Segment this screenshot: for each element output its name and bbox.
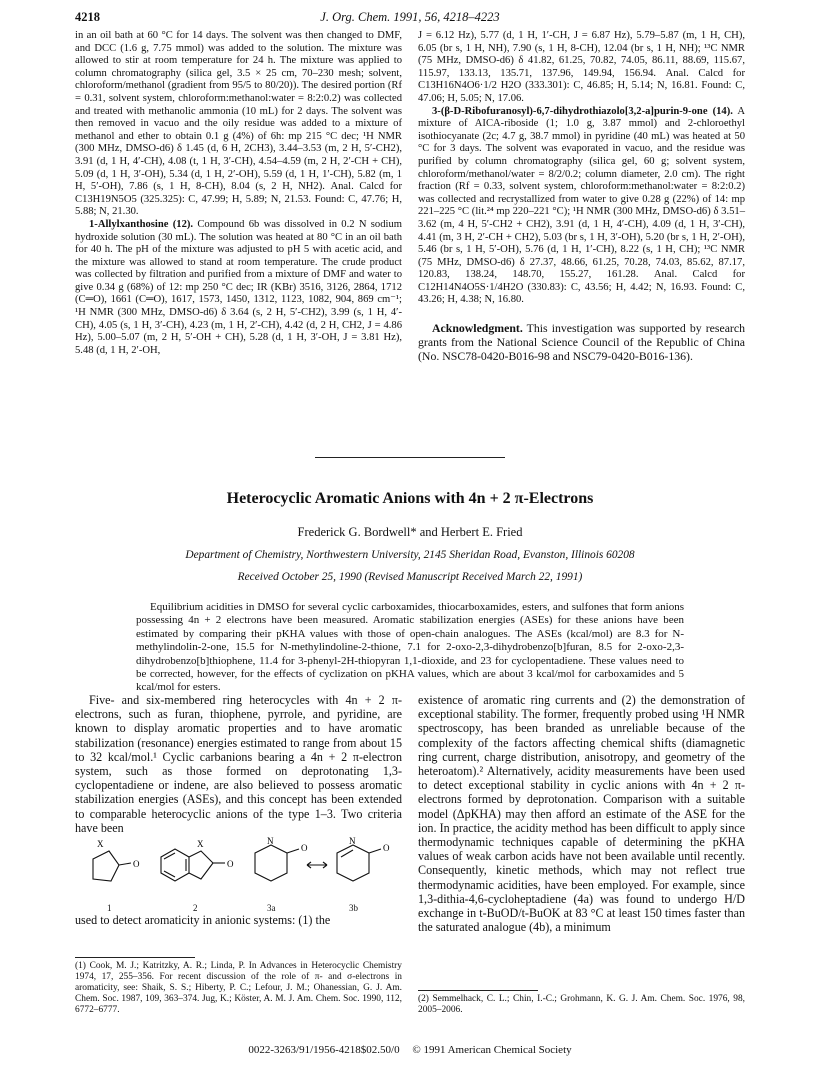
footnote-rule <box>418 990 538 991</box>
article-affiliation: Department of Chemistry, Northwestern University, 2145 Sheridan Road, Evanston, Illinois 60208 <box>185 549 635 561</box>
page-footer <box>75 1044 745 1056</box>
exocyclic-bond <box>119 863 131 865</box>
body-right-column <box>418 693 745 934</box>
paragraph <box>75 219 402 358</box>
article-code: 0022-3263/91/1956-4218$02.50/0 <box>248 1044 400 1056</box>
five-membered-ring <box>93 851 119 881</box>
structure-label: 3a <box>267 903 276 914</box>
structure-label: 3b <box>349 903 358 914</box>
six-membered-ring <box>255 845 287 881</box>
atom-label: N <box>267 837 274 847</box>
paragraph: Five- and six-membered ring heterocycles with 4n + 2 π-electrons, such as furan, thiophene, pyrrole, and pyridine, are known to display aromatic properties and to have aromatic stabilization (resonance) energies estimated to range from about 15 to 32 kcal/mol.¹ Cyclic carbanions bearing a 4n + 2 π-electron system, such as those formed on deprotonating 1,3-cyclopentadiene or indene, are also believed to possess aromatic stabilization energies (ASEs), and this concept has been extended to comparable heterocyclic anions of the type 1–3. Two criteria have been <box>75 693 402 835</box>
benzene-ring <box>161 849 189 881</box>
paragraph: J = 6.12 Hz), 5.77 (d, 1 H, 1′-CH, J = 6.87 Hz), 5.79–5.87 (m, 1 H, CH), 6.05 (br s, 1 H, NH), 7.90 (s, 1 H, 8-CH), 12.04 (br s, 1 H, NH); ¹³C NMR (75 MHz, DMSO-d6) δ 41.82, 61.25, 70.82, 74.05, 86.11, 88.69, 115.67, 115.97, 133.13, 135.71, 137.96, 149.94, 156.94. Anal. Calcd for C13H16N4O6·1/2 H2O (333.301): C, 46.85; H, 5.14; N, 16.81. Found: C, 47.06; H, 5.05; N, 17.06. <box>418 30 745 104</box>
article-title: Heterocyclic Aromatic Anions with 4n + 2 π-Electrons <box>226 490 594 507</box>
acknowledgment-text: This investigation was supported by research grants from the National Science Council of the Republic of China (No. NSC78-0420-B016-98 and NSC79-0420-B016-136). <box>418 321 745 364</box>
received-date: Received October 25, 1990 (Revised Manuscript Received March 22, 1991) <box>237 571 583 583</box>
ring-double-bond <box>341 850 353 857</box>
aromatic-bonds <box>164 853 186 877</box>
exocyclic-bond <box>287 849 299 853</box>
structure-label: 2 <box>193 903 198 914</box>
atom-label: O <box>133 859 140 870</box>
paragraph <box>418 106 745 308</box>
article-authors: Frederick G. Bordwell* and Herbert E. Fried <box>297 525 523 539</box>
footnote-2: (2) Semmelhack, C. L.; Chin, I.-C.; Grohmann, K. G. J. Am. Chem. Soc. 1976, 98, 2005–2006. <box>418 994 745 1015</box>
fused-five-ring <box>189 851 213 879</box>
section-divider <box>315 457 505 458</box>
atom-label: N <box>349 837 356 847</box>
abstract: Equilibrium acidities in DMSO for several cyclic carboxamides, thiocarboxamides, esters, and sulfones that form anions possessing 4n + 2 electrons have been measured. Aromatic stabilization energies (ASEs) for these anions have been estimated by comparing their pKHA values with those of open-chain analogues. The ASEs (kcal/mol) are 8.3 for N-methylindolin-2-one, 15.5 for N-methylindoline-2-thione, 7.1 for 2-oxo-2,3-dihydrobenzo[b]furan, 8.5 for 2-oxo-2,3-dihydrobenzo[b]thiophene, 11.4 for 3-phenyl-2H-thiopyran 1,1-dioxide, and 23 for cyclopentadiene. These values need to be corrected, however, for the effects of cyclization on pKHA values, which are about 3 kcal/mol for carboxamides and 5 kcal/mol for esters. <box>136 601 684 694</box>
running-header <box>75 10 745 28</box>
atom-label: O <box>301 843 308 854</box>
paragraph-text: Compound 6b was dissolved in 0.2 N sodium hydroxide solution (30 mL). The solution was heated at 80 °C in an oil bath for 40 h. The pH of the mixture was adjusted to pH 5 with acetic acid, and the mixture was allowed to stand at room temperature. The crude product was collected by filtration and purified from a mixture of DMF and water to give 0.34 g (68%) of 12: mp 250 °C dec; IR (KBr) 3516, 3126, 2864, 1712 (C═O), 1661 (C═O), 1617, 1573, 1450, 1312, 1123, 1082, 904, 869 cm⁻¹; ¹H NMR (300 MHz, DMSO-d6) δ 3.64 (s, 2 H, 5′-CH2), 3.99 (s, 1 H, 4′-CH), 4.05 (s, 1 H, 3′-CH), 4.23 (m, 1 H, 2′-CH), 4.42 (d, 2 H, CH2, J = 4.86 Hz), 5.00–5.07 (m, 2 H, 5′-OH + CH), 5.28 (d, 1 H, 3′-OH, J = 3.81 Hz), 5.48 (d, 1 H, 2′-OH, <box>75 218 402 356</box>
chemical-structures <box>75 837 402 903</box>
paragraph: in an oil bath at 60 °C for 14 days. The solvent was then changed to DMF, and DCC (1.6 g, 7.75 mmol) was added to the solution. The mixture was allowed to stir at room temperature for 24 h. The mixture was applied to column chromatography (silica gel, 3.5 × 25 cm, 70–230 mesh; solvent, chloroform/methanol (gradient from 95/5 to 80/20)). The desired portion (Rf = 0.31, solvent system, chloroform:methanol:water = 8:2:0.2) was collected and treated with methanolic ammonia (10 mL) for 2 days. The solvent was then removed in vacuo and the oily residue was added to a mixture of methanol and ether to obtain 0.1 g (4%) of 6h: mp 215 °C dec; ¹H NMR (300 MHz, DMSO-d6) δ 1.45 (d, 6 H, 2CH3), 3.44–3.53 (m, 2 H, 5′-CH2), 3.91 (d, 1 H, 4′-CH), 4.08 (t, 1 H, 3′-CH), 4.54–4.59 (m, 2 H, 2′-CH + CH), 5.09 (d, 1 H, 3′-OH), 5.34 (d, 1 H, 2′-OH), 5.59 (d, 1 H, 1′-CH), 5.82 (m, 1 H, 5′-OH), 7.86 (s, 1 H, 8-CH), 8.04 (s, 2 H, NH2). Anal. Calcd for C13H19N5O5 (325.325): C, 47.99; H, 5.89; N, 21.53. Found: C, 47.76; H, 5.88; N, 21.30. <box>75 30 402 218</box>
atom-label: X <box>197 839 204 850</box>
footnote-rule <box>75 957 195 958</box>
right-column-experimental <box>418 30 745 363</box>
copyright: © 1991 American Chemical Society <box>412 1044 572 1056</box>
paragraph-text: A mixture of AICA-riboside (1; 1.0 g, 3.87 mmol) and 2-chloroethyl isothiocyanate (2c; 4.7 g, 38.7 mmol) in pyridine (40 mL) was heated at 50 °C for 3 days. The solvent was evaporated in vacuo, and the residue was purified by column chromatography (silica gel, 60 g; solvent system, chloroform/methanol/water = 8/2/0.2; column diameter, 2.0 cm). The right fraction (Rf = 0.33, solvent system, chloroform:methanol:water = 8:2:0.2) was collected and recrystallized from water to give 0.28 g (22%) of 14: mp 221–225 °C (lit.²⁴ mp 220–221 °C); ¹H NMR (300 MHz, DMSO-d6) δ 3.51–3.62 (m, 4 H, 5′-CH2 + CH2), 3.91 (d, 1 H, 4′-CH), 4.09 (d, 1 H, 3′-CH), 4.41 (m, 3 H, 2′-CH + CH2), 5.03 (br s, 1 H, 3′-OH), 5.20 (br s, 1 H, 2′-OH), 5.46 (br s, 1 H, 5′-OH), 5.76 (d, 1 H, 1′-CH), 8.22 (s, 1 H, CH); ¹³C NMR (75 MHz, DMSO-d6) δ 27.37, 48.66, 61.25, 70.28, 74.03, 85.62, 87.17, 120.83, 138.24, 148.70, 155.27, 161.28. Anal. Calcd for C12H14N4O5S·1/4H2O (330.83): C, 43.56; H, 4.42; N, 16.93. Found: C, 43.26; H, 4.38; N, 16.80. <box>418 105 745 306</box>
atom-label: X <box>97 839 104 850</box>
journal-citation: J. Org. Chem. 1991, 56, 4218–4223 <box>320 10 500 24</box>
atom-label: O <box>383 843 390 854</box>
footnote-1: (1) Cook, M. J.; Katritzky, A. R.; Linda, P. In Advances in Heterocyclic Chemistry 1974, 17, 255–356. For recent discussion of the role of π- and σ-electrons in aromaticity, see: Shaik, S. S.; Hiberty, P. C.; Lefour, J. M.; Ohanessian, G. J. Am. Chem. Soc. 1987, 109, 363–374. Jug, K.; Köster, A. M. J. Am. Chem. Soc. 1990, 112, 6772–6777. <box>75 961 402 1015</box>
resonance-arrow <box>307 862 327 868</box>
structure-figure <box>75 837 402 913</box>
structure-label: 1 <box>107 903 112 914</box>
atom-label: O <box>227 859 234 870</box>
acknowledgment <box>418 321 745 363</box>
left-column-experimental <box>75 30 402 357</box>
paragraph: existence of aromatic ring currents and (2) the demonstration of exceptional stability. The former, frequently probed using ¹H NMR spectroscopy, has been branded as unreliable because of the complexity of the factors affecting chemical shifts (diamagnetic ring current, charge distribution, anisotropy, and geometry of the heteroatom).² Alternatively, acidity measurements have been used to detect exceptional stability in cyclic anions with 4n + 2 π-electrons formed by deprotonation. Comparison with a suitable model (ΔpKHA) may then afford an estimate of the ASE for the ion. In practice, the acidity method has been difficult to apply since thermodynamic techniques capable of determining the pKHA values of weak carbon acids have not been available until recently. Consequently, kinetic methods, which may not reflect true thermodynamic acidities, have been employed. For example, since 1,3-dithia-4,6-cycloheptadiene (4a) was found to undergo H/D exchange in t-BuOD/t-BuOK at 83 °C at least 150 times faster than the saturated analogue (4b), a minimum <box>418 693 745 935</box>
page-number: 4218 <box>75 10 100 24</box>
body-left-column <box>75 693 402 927</box>
compound-heading: 1-Allylxanthosine (12). <box>89 218 194 230</box>
compound-heading: 3-(β-D-Ribofuranosyl)-6,7-dihydrothiazolo[3,2-a]purin-9-one (14). <box>432 105 733 117</box>
acknowledgment-heading: Acknowledgment. <box>432 321 523 336</box>
paragraph: used to detect aromaticity in anionic systems: (1) the <box>75 913 331 928</box>
exocyclic-bond <box>369 849 381 853</box>
